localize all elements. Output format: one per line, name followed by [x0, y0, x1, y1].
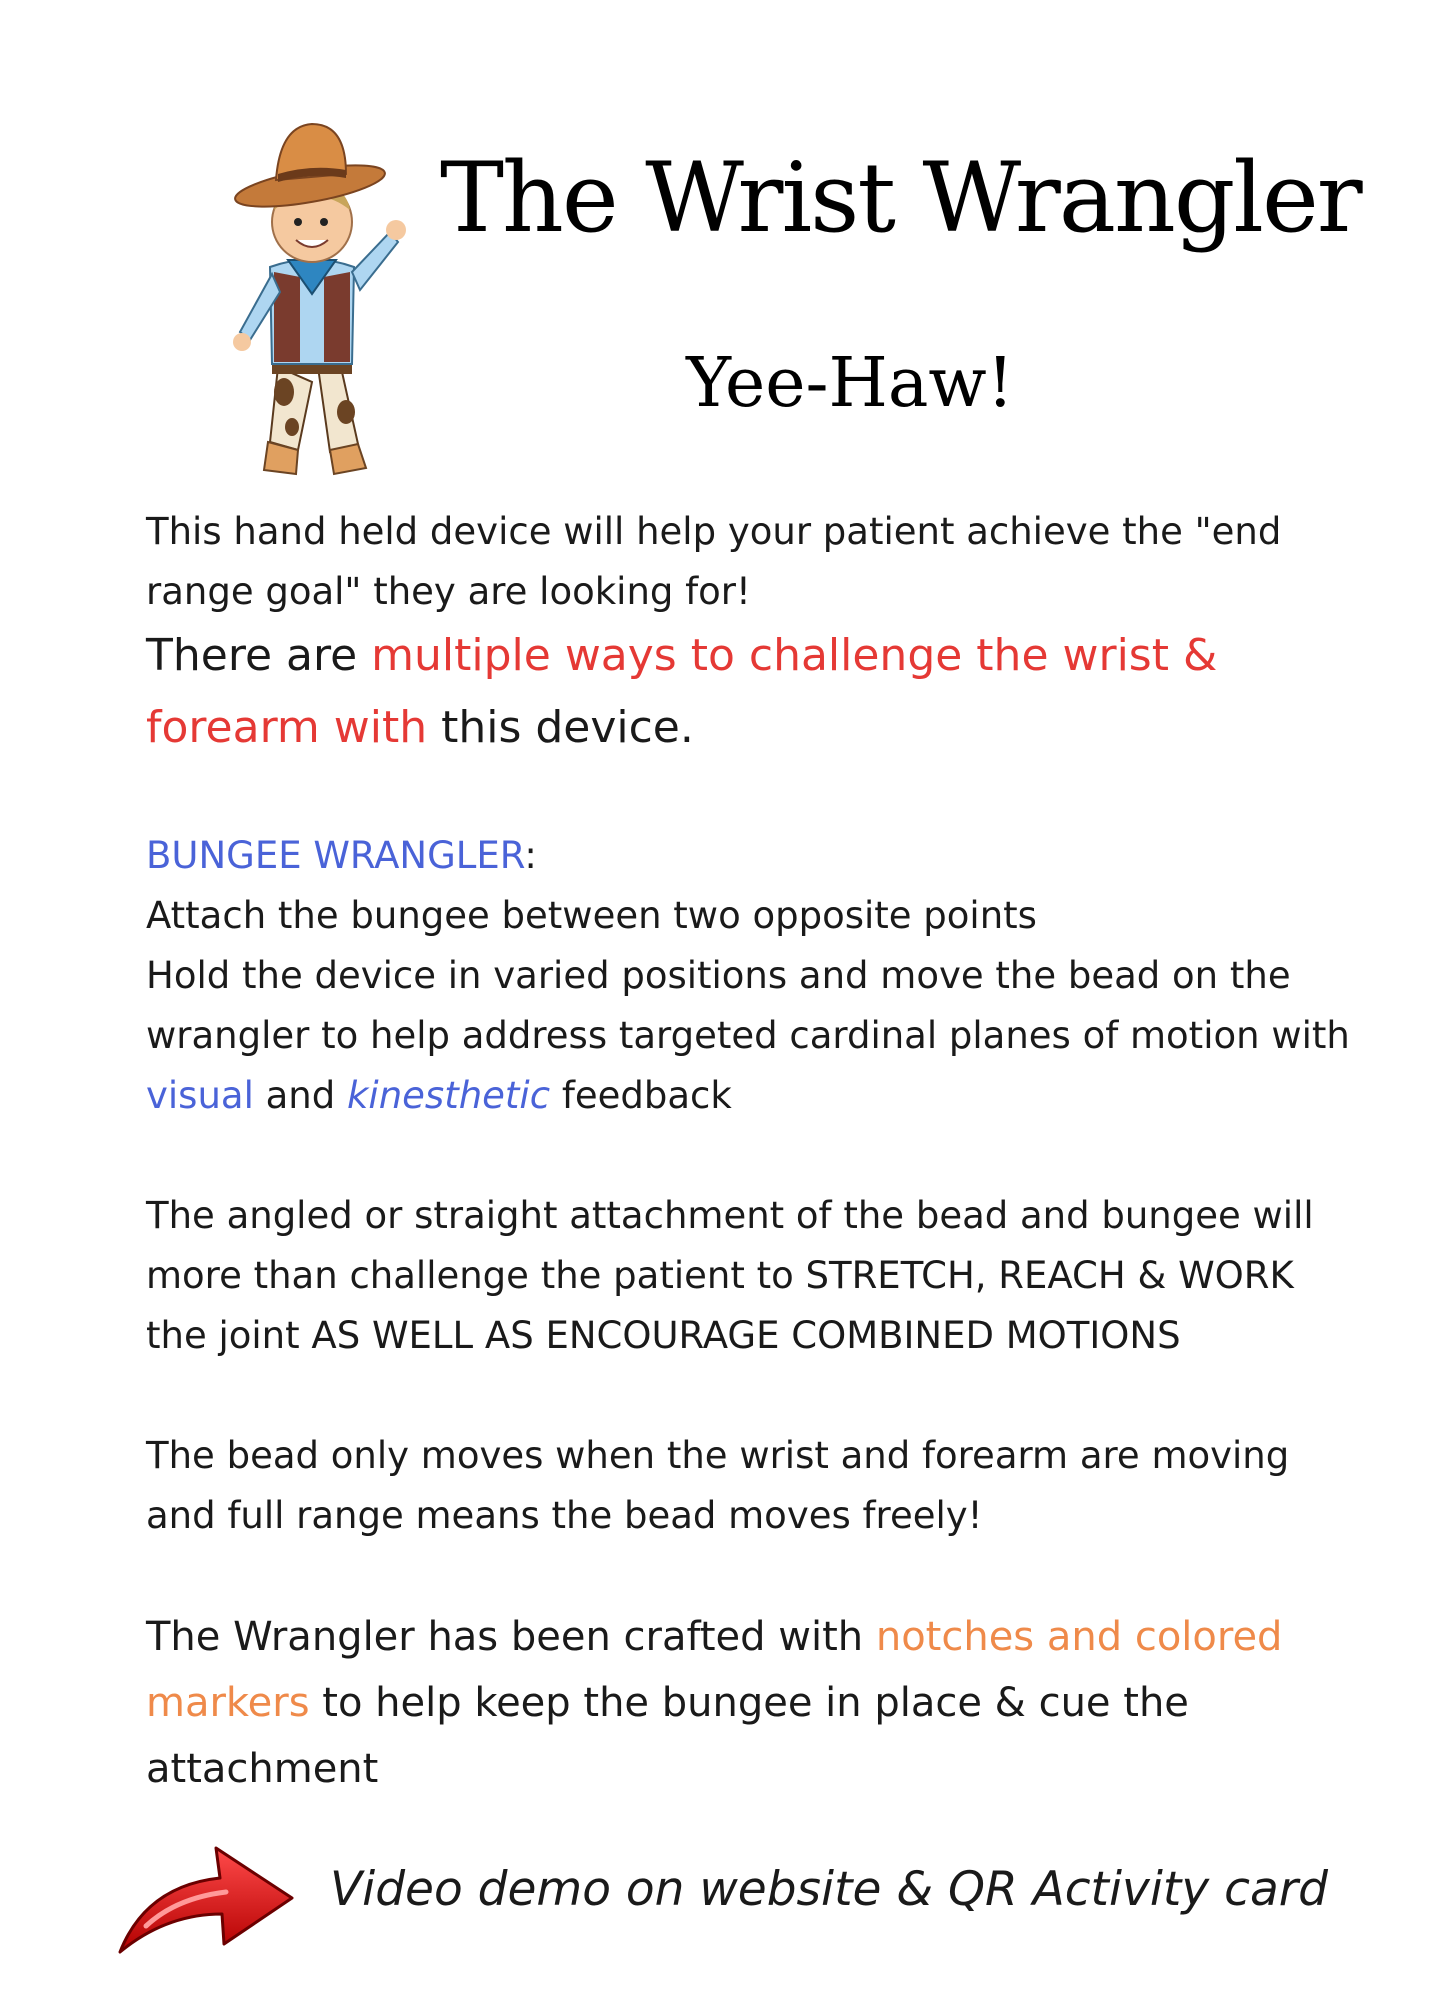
page-title: The Wrist Wrangler [440, 142, 1361, 254]
attachment-paragraph: The angled or straight attachment of the bead and bungee will more than challenge the patient to STRETCH, REACH & WORK the joint AS WELL AS ENCOURAGE COMBINED MOTIONS [146, 1194, 1314, 1357]
cowboy-illustration [200, 82, 440, 482]
visual-highlight: visual [146, 1074, 254, 1117]
red-curved-arrow-icon [116, 1826, 296, 1956]
bungee-hold-text: Hold the device in varied positions and move the bead on the wrangler to help address targeted cardinal planes of motion with [146, 954, 1350, 1057]
bungee-heading-line [146, 826, 1356, 886]
intro-text: This hand held device will help your patient achieve the "end range goal" they are looking for! [146, 510, 1282, 613]
notches-start: The Wrangler has been crafted with [146, 1614, 876, 1660]
notches-highlight: notches and colored markers [146, 1614, 1283, 1726]
intro-challenge-start: There are [146, 630, 372, 681]
video-demo-text: Video demo on website & QR Activity card [330, 1862, 1328, 1917]
bungee-heading: BUNGEE WRANGLER [146, 834, 525, 877]
page-subtitle: Yee-Haw! [686, 344, 1014, 423]
intro-challenge-text [146, 620, 1356, 764]
bungee-step-attach: Attach the bungee between two opposite points [146, 894, 1037, 937]
bead-paragraph: The bead only moves when the wrist and forearm are moving and full range means the bead moves freely! [146, 1434, 1290, 1537]
notches-end: to help keep the bungee in place & cue the attachment [146, 1680, 1189, 1792]
and-text: and [253, 1074, 347, 1117]
notches-paragraph [146, 1604, 1356, 1802]
kinesthetic-highlight: kinesthetic [347, 1074, 551, 1117]
intro-challenge-highlight: multiple ways to challenge the wrist & forearm with [146, 630, 1218, 753]
feedback-text: feedback [550, 1074, 732, 1117]
bungee-heading-colon: : [524, 834, 537, 877]
intro-challenge-end: this device. [427, 702, 694, 753]
bungee-step-hold [146, 946, 1356, 1126]
